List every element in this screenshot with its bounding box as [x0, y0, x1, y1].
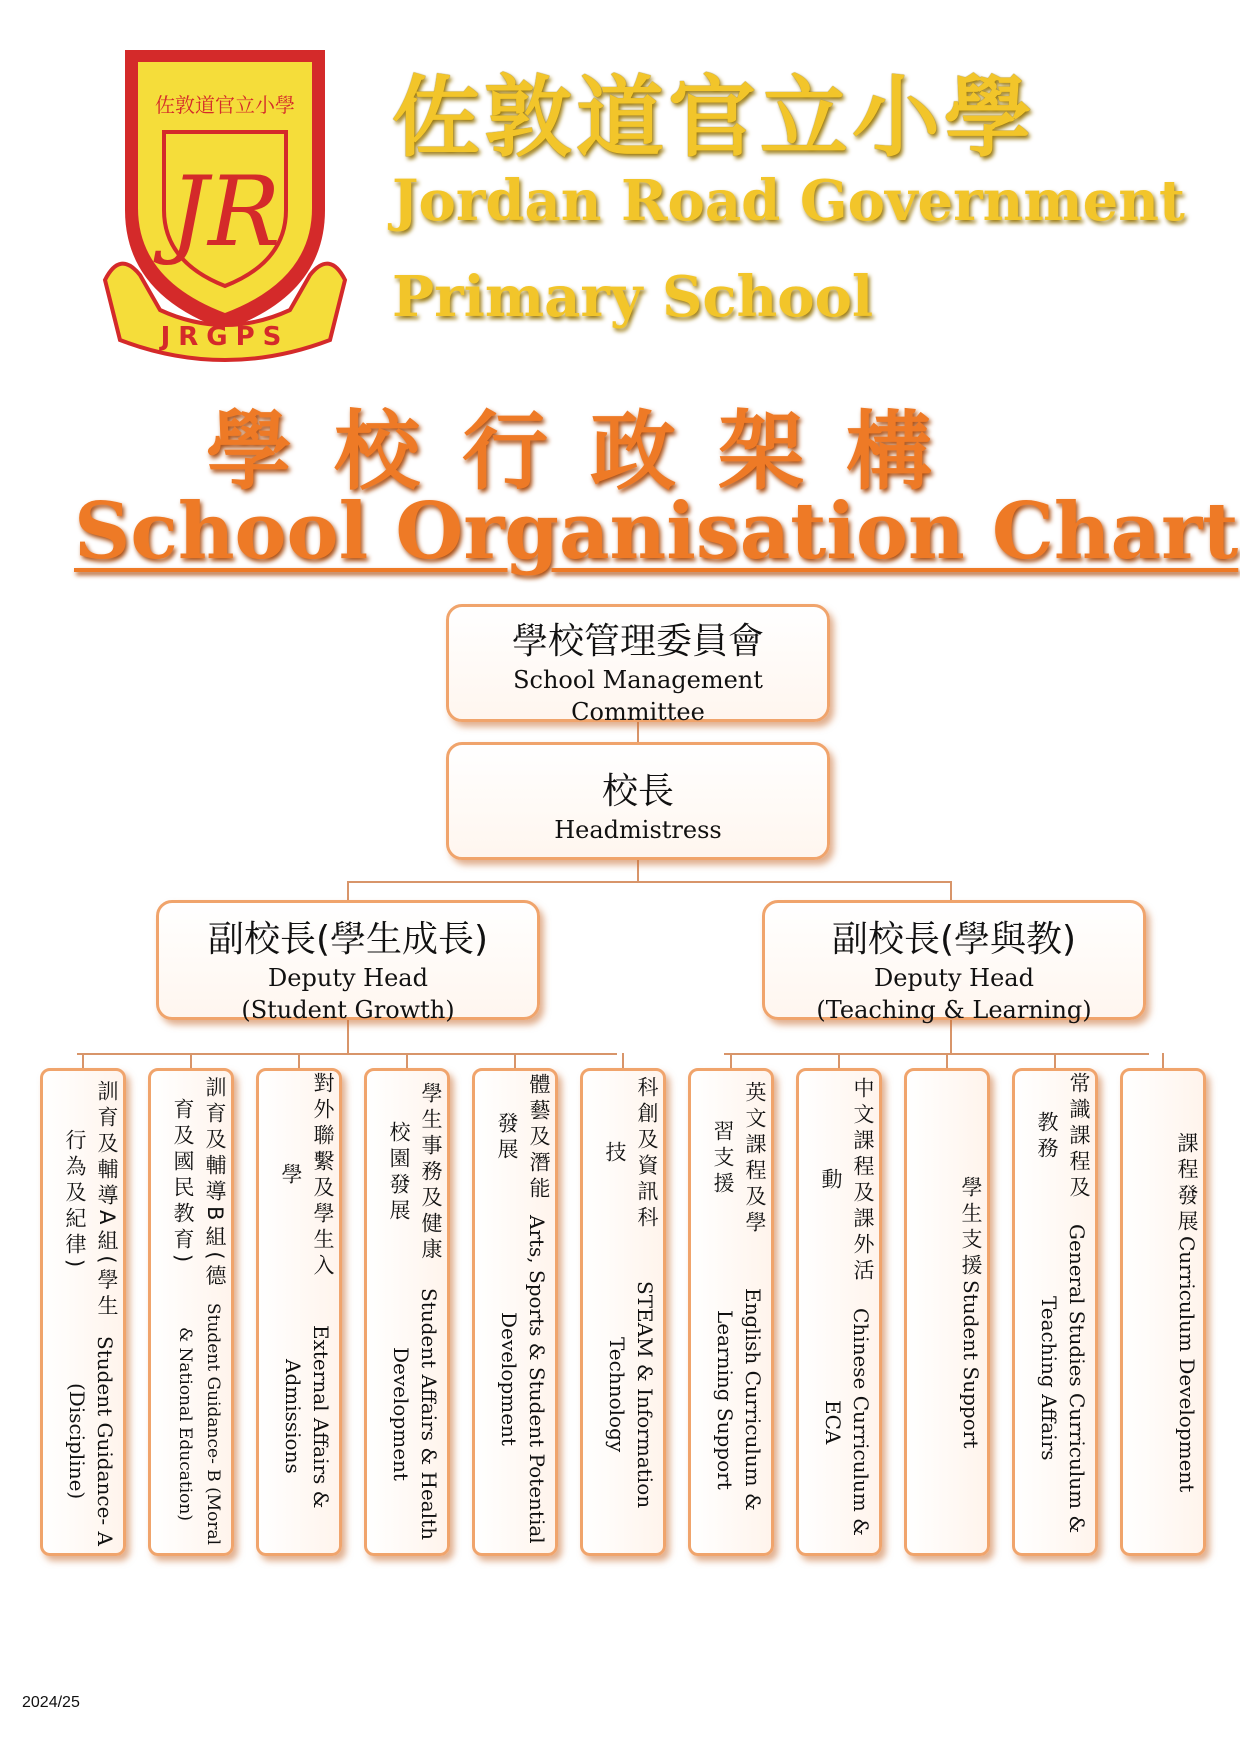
dept-en: Arts, Sports & Student Potential Development [497, 1215, 549, 1544]
dept-chinese-curriculum [796, 1068, 882, 1556]
connector-dept-tick [838, 1053, 840, 1068]
dept-zh: 常識課程及教務 [1035, 1072, 1091, 1203]
connector-dept-tick [946, 1053, 948, 1068]
chart-title-english: School Organisation Chart [74, 486, 1239, 577]
dept-english-curriculum [688, 1068, 774, 1556]
dept-en: Student Support [959, 1279, 983, 1449]
crest-ribbon-text: JRGPS [160, 322, 290, 352]
committee-chinese: 學校管理委員會 [511, 621, 764, 662]
crest-ring-text: 佐敦道官立小學 [155, 93, 295, 117]
school-name-chinese: 佐敦道官立小學 [392, 66, 1037, 169]
dept-zh: 訓育及輔導B組(德育及國民教育) [171, 1075, 227, 1291]
dept-zh: 訓育及輔導A組(學生行為及紀律) [63, 1079, 119, 1321]
deputy-sg-english-line2: (Student Growth) [241, 996, 455, 1024]
connector-deputy-right [950, 881, 952, 900]
dept-zh: 科創及資訊科技 [603, 1075, 659, 1232]
deputy-head-student-growth-box [156, 900, 540, 1024]
dept-student-affairs [364, 1068, 450, 1556]
connector-deputies-horizontal [347, 881, 951, 883]
connector-head-down [637, 860, 639, 882]
connector-dept-tick [730, 1053, 732, 1068]
deputy-tl-english-line2: (Teaching & Learning) [816, 996, 1092, 1024]
head-chinese: 校長 [601, 771, 674, 812]
dept-en: General Studies Curriculum & Teaching Affairs [1037, 1223, 1089, 1533]
dept-en: English Curriculum & Learning Support [713, 1288, 765, 1512]
connector-left-dept-bar [77, 1053, 617, 1055]
dept-en: Curriculum Development [1175, 1235, 1199, 1493]
school-management-committee-box [446, 604, 830, 726]
dept-student-guidance-b [148, 1068, 234, 1556]
dept-en: STEAM & Information Technology [605, 1281, 657, 1509]
dept-student-support [904, 1068, 990, 1556]
school-name-english-line1: Jordan Road Government [392, 168, 1185, 234]
school-crest-logo [100, 40, 350, 370]
dept-en: External Affairs & Admissions [281, 1324, 333, 1509]
dept-external-affairs [256, 1068, 342, 1556]
connector-dept-tick [298, 1053, 300, 1068]
connector-deputy-left [347, 881, 349, 900]
dept-zh: 對外聯繫及學生入學 [279, 1071, 335, 1280]
connector-dept-tick [190, 1053, 192, 1068]
dept-en: Student Guidance- B (Moral & National Education) [175, 1303, 223, 1546]
head-english: Headmistress [554, 816, 722, 844]
dept-en: Student Guidance- A (Discipline) [65, 1336, 117, 1547]
school-year-footer: 2024/25 [22, 1694, 80, 1711]
chart-title-chinese: 學校行政架構 [206, 402, 974, 502]
dept-zh: 英文課程及學習支援 [711, 1080, 767, 1237]
connector-dept-tick [622, 1053, 624, 1068]
dept-student-guidance-a [40, 1068, 126, 1556]
dept-zh: 中文課程及課外活動 [819, 1077, 875, 1285]
deputy-tl-chinese: 副校長(學與教) [831, 919, 1077, 960]
school-name-english-line2: Primary School [392, 264, 874, 330]
dept-arts-sports [472, 1068, 558, 1556]
deputy-sg-english-line1: Deputy Head [268, 964, 428, 992]
dept-steam-it [580, 1068, 666, 1556]
deputy-tl-english-line1: Deputy Head [874, 964, 1034, 992]
dept-zh: 課程發展 [1175, 1131, 1199, 1236]
deputy-head-teaching-learning-box [762, 900, 1146, 1024]
connector-dept-tick [82, 1053, 84, 1068]
dept-zh: 學生事務及健康校園發展 [387, 1081, 443, 1264]
dept-zh: 學生支援 [959, 1175, 983, 1280]
dept-general-studies [1012, 1068, 1098, 1556]
dept-en: Chinese Curriculum & ECA [821, 1308, 873, 1536]
dept-curriculum-development [1120, 1068, 1206, 1556]
crest-monogram: JR [169, 156, 281, 268]
connector-right-dept-bar [724, 1053, 1149, 1055]
committee-english: School Management Committee [513, 666, 763, 726]
connector-dept-tick [1162, 1053, 1164, 1068]
dept-en: Student Affairs & Health Development [389, 1287, 441, 1540]
connector-dept-tick [1054, 1053, 1056, 1068]
deputy-sg-chinese: 副校長(學生成長) [207, 919, 489, 960]
connector-dept-tick [406, 1053, 408, 1068]
dept-zh: 體藝及潛能發展 [495, 1073, 551, 1204]
headmistress-box [446, 742, 830, 860]
connector-dept-tick [514, 1053, 516, 1068]
